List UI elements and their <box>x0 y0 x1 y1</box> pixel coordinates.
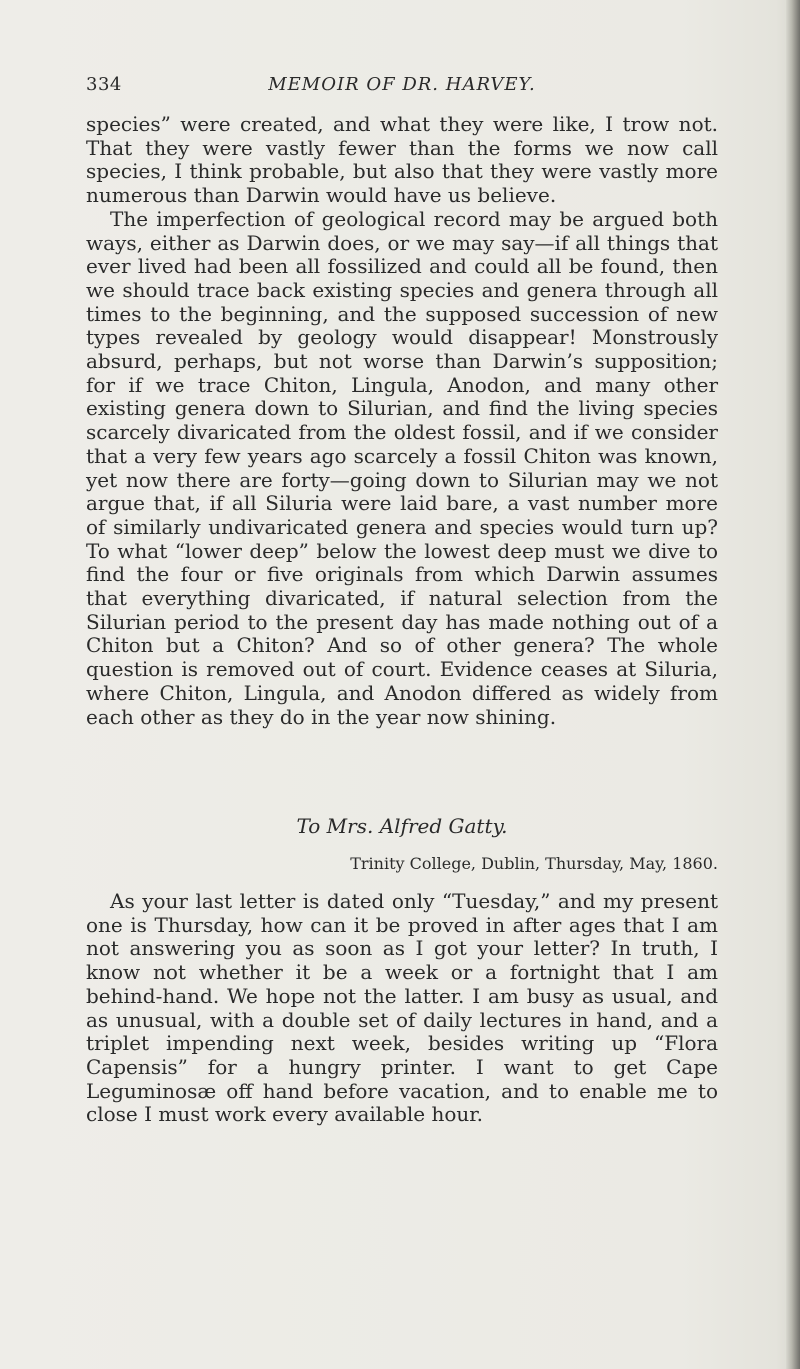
page-spine-shadow <box>786 0 800 1369</box>
paragraph: The imperfection of geological record may be argued both ways, either as Darwin does, or we may say—if all things that ever lived had been all fossilized and could all be found, then we should trace back existing species and genera through all times to the beginning, and the supposed succession of new types revealed by geology would disappear! Monstrously absurd, perhaps, but not worse than Darwin’s supposition; for if we trace Chiton, Lingula, Anodon, and many other existing genera down to Silurian, and find the living species scarcely divaricated from the oldest fossil, and if we consider that a very few years ago scarcely a fossil Chiton was known, yet now there are forty—going down to Silurian may we not argue that, if all Siluria were laid bare, a vast number more of similarly undivaricated genera and species would turn up? To what “lower deep” below the lowest deep must we dive to find the four or five originals from which Darwin assumes that everything divaricated, if natural selection from the Silurian period to the present day has made nothing out of a Chiton but a Chiton? And so of other genera? The whole question is removed out of court. Evidence ceases at Siluria, where Chiton, Lingula, and Anodon differed as widely from each other as they do in the year now shining. <box>86 206 718 729</box>
letter-text <box>86 890 718 1127</box>
page-header <box>86 74 718 100</box>
running-head: MEMOIR OF DR. HARVEY. <box>268 74 536 95</box>
letter-salutation: To Mrs. Alfred Gatty. <box>296 814 508 838</box>
paragraph: As your last letter is dated only “Tuesday,” and my present one is Thursday, how can it be proved in after ages that I am not answering you as soon as I got your letter? In truth, I know not whether it be a week or a fortnight that I am behind-hand. We hope not the latter. I am busy as usual, and as unusual, with a double set of daily lectures in hand, and a triplet impending next week, besides writing up “Flora Capensis” for a hungry printer. I want to get Cape Leguminosæ off hand before vacation, and to enable me to close I must work every available hour. <box>86 889 718 1127</box>
essay-text <box>86 113 718 729</box>
paragraph: species” were created, and what they were like, I trow not. That they were vastly fewer than the forms we now call species, I think probable, but also that they were vastly more numerous than Darwin would have us believe. <box>86 112 718 208</box>
letter-dateline: Trinity College, Dublin, Thursday, May, 1860. <box>350 854 718 873</box>
page-number: 334 <box>86 74 122 95</box>
